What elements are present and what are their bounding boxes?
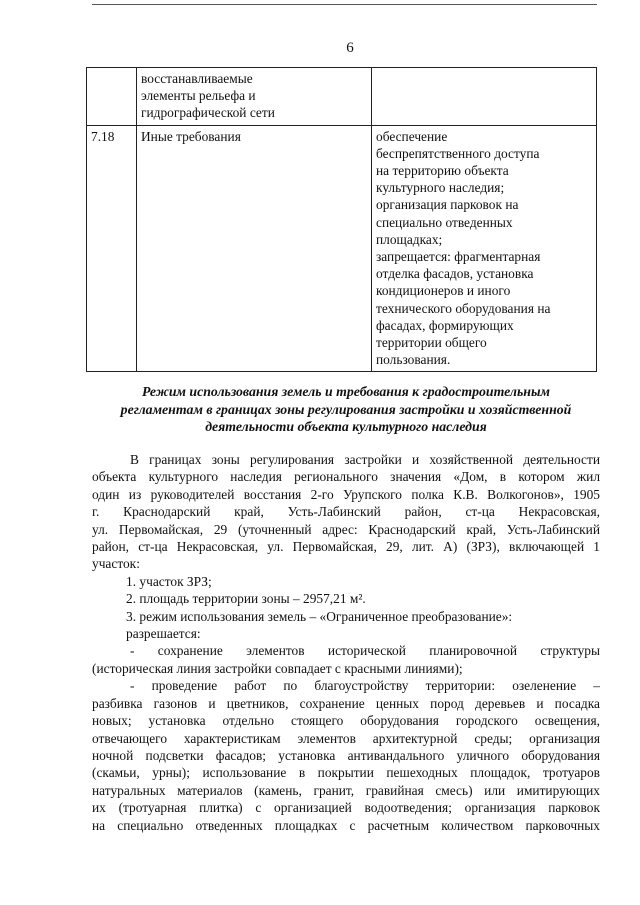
text-line: - проведение работ по благоустройству территории: озеленение – <box>130 678 600 694</box>
regulation-table <box>86 67 597 372</box>
cell-line: обеспечение <box>376 128 448 144</box>
cell-line: организация парковок на <box>376 197 519 213</box>
heading-line: регламентам в границах зоны регулирования застройки и хозяйственной <box>120 401 572 417</box>
cell-line: восстанавливаемые <box>141 71 253 86</box>
text-line: новых; установка отдельно стоящего оборудования городского освещения, <box>92 713 600 729</box>
text-line: разбивка газонов и цветников, сохранение ценных пород деревьев и посадка <box>92 695 600 711</box>
cell-line: площадках; <box>376 231 443 247</box>
text-line: 1. участок ЗРЗ; <box>126 573 212 589</box>
cell-line: на территорию объекта <box>376 163 509 179</box>
text-line: отвечающего характеристикам элементов архитектурной среды; организация <box>92 730 600 746</box>
text-line: объекта культурного наследия регионального значения «Дом, в котором жил <box>92 469 600 485</box>
cell-line: технического оборудования на <box>376 300 551 316</box>
heading-line: деятельности объекта культурного наследия <box>205 419 487 434</box>
row-number-cell: 7.18 <box>87 125 137 372</box>
row-number-cell <box>87 68 137 126</box>
text-line: ул. Первомайская, 29 (уточненный адрес: Краснодарский край, Усть-Лабинский <box>92 521 600 537</box>
cell-line: специально отведенных <box>376 214 513 230</box>
text-line: их (тротуарная плитка) с организацией водоотведения; организация парковок <box>92 800 600 816</box>
text-line: - сохранение элементов исторической планировочной структуры <box>130 643 600 659</box>
cell-line: фасадах, формирующих <box>376 317 514 333</box>
table-row <box>87 125 597 372</box>
requirement-cell <box>137 125 372 372</box>
page-number: 6 <box>346 40 354 56</box>
cell-line: пользования. <box>376 352 451 368</box>
text-line: (историческая линия застройки совпадает с красными линиями); <box>92 660 463 676</box>
text-line: 2. площадь территории зоны – 2957,21 м². <box>126 591 366 607</box>
text-line: (скамьи, урны); использование в покрытии пешеходных площадок, тротуаров <box>92 765 600 781</box>
text-line: г. Краснодарский край, Усть-Лабинский район, ст-ца Некрасовская, <box>92 504 600 520</box>
cell-line: элементы рельефа и <box>141 88 256 104</box>
text-line: участок: <box>92 556 140 572</box>
body-text <box>92 451 600 834</box>
text-line: В границах зоны регулирования застройки и хозяйственной деятельности <box>130 452 600 467</box>
cell-line: беспрепятственного доступа <box>376 145 540 161</box>
cell-line: территории общего <box>376 335 487 351</box>
cell-line: Иные требования <box>141 128 241 144</box>
cell-line: культурного наследия; <box>376 180 505 196</box>
requirement-cell <box>137 68 372 126</box>
text-line: один из руководителей восстания 2-го Урупского полка К.В. Волкогонов», 1905 <box>92 486 600 502</box>
text-line: 3. режим использования земель – «Ограниченное преобразование»: <box>126 608 513 624</box>
cell-line: кондиционеров и иного <box>376 283 511 299</box>
text-line: натуральных материалов (камень, гранит, гравийная смесь) или имитирующих <box>92 782 600 798</box>
cell-line: запрещается: фрагментарная <box>376 249 541 265</box>
text-line: ночной подсветки фасадов; установка антивандального уличного оборудования <box>92 747 600 763</box>
table-row <box>87 68 597 126</box>
cell-line: отделка фасадов, установка <box>376 266 534 282</box>
text-line: разрешается: <box>126 626 201 642</box>
value-cell <box>372 68 597 126</box>
text-line: на специально отведенных площадках с расчетным количеством парковочных <box>92 817 600 833</box>
text-line: район, ст-ца Некрасовская, ул. Первомайская, 29, лит. А) (ЗРЗ), включающей 1 <box>92 539 600 555</box>
heading-line: Режим использования земель и требования к градостроительным <box>142 384 550 399</box>
cell-line: гидрографической сети <box>141 105 275 121</box>
value-cell <box>372 125 597 372</box>
top-rule <box>92 4 597 5</box>
section-heading <box>92 383 600 436</box>
